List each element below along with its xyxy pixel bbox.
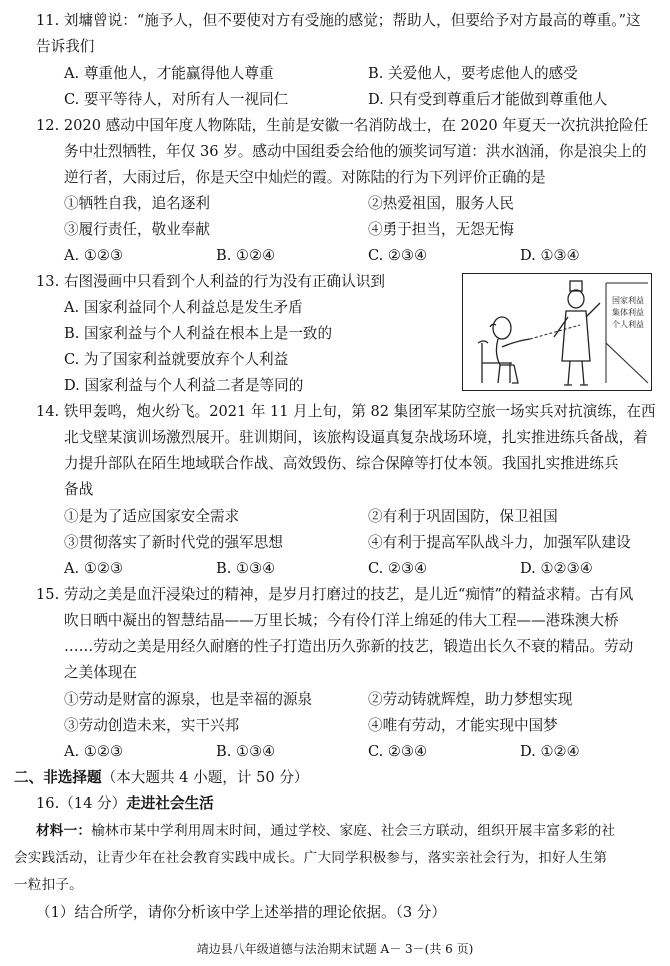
q15-option-b: B. ①③④: [216, 743, 276, 760]
q13-cartoon-image: [462, 273, 652, 391]
page-footer: 靖边县八年级道德与法治期末试题 A－ 3－(共 6 页): [196, 942, 474, 956]
q13-option-a: A. 国家利益同个人利益总是发生矛盾: [64, 299, 303, 316]
q12-option-a: A. ①②③: [64, 247, 124, 264]
q12-statement-1: ①牺牲自我，追名逐利: [64, 195, 210, 212]
q15-statement-4: ④唯有劳动，才能实现中国梦: [368, 717, 558, 734]
q12-option-d: D. ①③④: [520, 247, 580, 264]
q14-option-c: C. ②③④: [368, 560, 428, 577]
q14-statement-3: ③贯彻落实了新时代党的强军思想: [64, 534, 283, 551]
q11-stem-line2: 告诉我们: [36, 38, 95, 55]
q15-statement-3: ③劳动创造未来，实干兴邦: [64, 717, 240, 734]
section-two-title: 二、非选择题: [14, 769, 102, 786]
q16-title: 走进社会生活: [126, 795, 214, 812]
q12-stem-line3: 逆行者，大雨过后，你是天空中灿烂的霞。对陈陆的行为下列评价正确的是: [64, 169, 546, 186]
q12-option-b: B. ①②④: [216, 247, 276, 264]
q14-option-b: B. ①③④: [216, 560, 276, 577]
q12-statement-4: ④勇于担当，无怨无悔: [368, 221, 514, 238]
q15-stem-line4: 之美体现在: [64, 664, 137, 681]
q14-option-d: D. ①②③④: [520, 560, 593, 577]
q14-stem-line1: 14. 铁甲轰鸣，炮火纷飞。2021 年 11 月上旬，第 82 集团军某防空旅一场实兵对抗演练，在西: [36, 403, 656, 420]
q12-option-c: C. ②③④: [368, 247, 428, 264]
q12-stem-line2: 务中壮烈牺牲，年仅 36 岁。感动中国组委会给他的颁奖词写道：洪水汹涌，你是浪尖上的: [64, 143, 647, 160]
q12-stem-line1: 12. 2020 感动中国年度人物陈陆，生前是安徽一名消防战士，在 2020 年夏天一次抗洪抢险任: [36, 117, 649, 134]
cartoon-label-personal: 个人利益: [612, 320, 644, 329]
q15-stem-line3: ……劳动之美是用经久耐磨的性子打造出历久弥新的技艺，锻造出长久不衰的精品。劳动: [64, 638, 634, 655]
q16-material-text1: 榆林市某中学利用周末时间，通过学校、家庭、社会三方联动，组织开展丰富多彩的社: [91, 823, 616, 839]
q13-option-d: D. 国家利益与个人利益二者是等同的: [64, 377, 304, 394]
q14-statement-2: ②有利于巩固国防，保卫祖国: [368, 508, 558, 525]
q11-option-b: B. 关爱他人，要考虑他人的感受: [368, 65, 578, 82]
section-two-heading: [14, 768, 309, 788]
q13-option-b: B. 国家利益与个人利益在根本上是一致的: [64, 325, 333, 342]
q13-option-c: C. 为了国家利益就要放弃个人利益: [64, 351, 289, 368]
q15-option-a: A. ①②③: [64, 743, 124, 760]
q16-material-label: 材料一：: [36, 823, 92, 839]
q16-number: 16.（14 分）: [36, 795, 127, 812]
q15-option-c: C. ②③④: [368, 743, 428, 760]
q15-option-d: D. ①②④: [520, 743, 580, 760]
q14-stem-line3: 力提升部队在陌生地域联合作战、高效毁伤、综合保障等打仗本领。我国扎实推进练兵: [64, 455, 619, 472]
q14-statement-1: ①是为了适应国家安全需求: [64, 508, 240, 525]
q15-statement-1: ①劳动是财富的源泉，也是幸福的源泉: [64, 691, 313, 708]
cartoon-label-national: 国家利益: [612, 296, 644, 305]
q11-option-d: D. 只有受到尊重后才能做到尊重他人: [368, 91, 608, 108]
q15-statement-2: ②劳动铸就辉煌，助力梦想实现: [368, 691, 573, 708]
q16-material-line1: [36, 821, 615, 841]
q12-statement-2: ②热爱祖国，服务人民: [368, 195, 514, 212]
q14-stem-line2: 北戈壁某演训场激烈展开。驻训期间，该旅构设逼真复杂战场环境，扎实推进练兵备战，着: [64, 429, 648, 446]
q15-stem-line1: 15. 劳动之美是血汗浸染过的精神，是岁月打磨过的技艺，是儿近“痴情”的精益求精。古有风: [36, 586, 634, 603]
q16-material-line3: 一粒扣子。: [14, 877, 83, 893]
q16-material-line2: 会实践活动，让青少年在社会教育实践中成长。广大同学积极参与，落实亲社会行为，扣好人生第: [14, 850, 608, 866]
q16-heading: [36, 794, 214, 814]
q11-option-a: A. 尊重他人，才能赢得他人尊重: [64, 65, 274, 82]
q11-option-c: C. 要平等待人，对所有人一视同仁: [64, 91, 289, 108]
q11-stem-line1: 11. 刘墉曾说：“施予人，但不要使对方有受施的感觉；帮助人，但要给予对方最高的尊重。”这: [36, 12, 641, 29]
q14-statement-4: ④有利于提高军队战斗力，加强军队建设: [368, 534, 631, 551]
q14-option-a: A. ①②③: [64, 560, 124, 577]
q13-stem: 13. 右图漫画中只看到个人利益的行为没有正确认识到: [36, 273, 385, 290]
cartoon-label-collective: 集体利益: [612, 308, 644, 317]
q12-statement-3: ③履行责任，敬业奉献: [64, 221, 210, 238]
section-two-note: （本大题共 4 小题，计 50 分）: [101, 769, 309, 786]
q15-stem-line2: 吹日晒中凝出的智慧结晶——万里长城；今有伶仃洋上绵延的伟大工程——港珠澳大桥: [64, 612, 619, 629]
q14-stem-line4: 备战: [64, 481, 94, 498]
q16-subquestion-1: （1）结合所学，请你分析该中学上述举措的理论依据。（3 分）: [36, 904, 446, 921]
